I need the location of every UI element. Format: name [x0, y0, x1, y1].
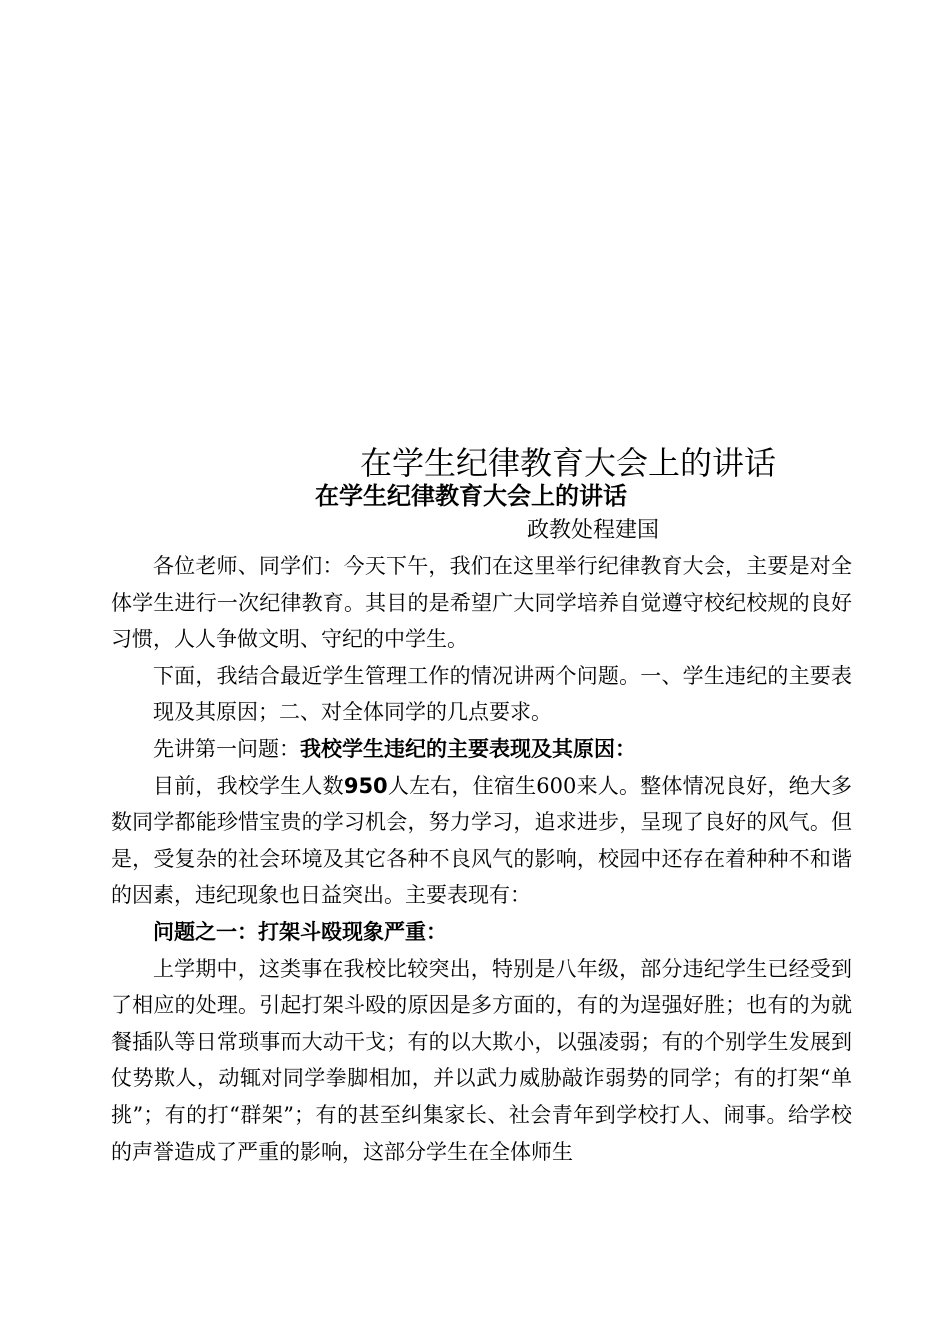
document-title: 在学生纪律教育大会上的讲话	[360, 444, 777, 482]
situation-text-b: 人左右，住宿生600来人。整体情况良好，绝大多数同学都能珍惜宝贵的学习机会，努力学习，追求进步，呈现了良好的风气。但是，受复杂的社会环境及其它各种不良风气的影响，校园中还存在着种种不和谐的因素，违纪现象也日益突出。主要表现有：	[111, 773, 852, 908]
first-topic-lead: 先讲第一问题：	[153, 736, 300, 761]
student-count: 950	[343, 773, 388, 798]
paragraph-first-topic	[111, 731, 852, 768]
document-author: 政教处程建国	[527, 518, 660, 543]
paragraph-problem-one-detail: 上学期中，这类事在我校比较突出，特别是八年级，部分违纪学生已经受到了相应的处理。引起打架斗殴的原因是多方面的，有的为逞强好胜；也有的为就餐插队等日常琐事而大动干戈；有的以大欺小，以强凌弱；有的个别学生发展到仗势欺人，动辄对同学拳脚相加，并以武力威胁敲诈弱势的同学；有的打架“单挑”；有的打“群架”；有的甚至纠集家长、社会青年到学校打人、闹事。给学校的声誉造成了严重的影响，这部分学生在全体师生	[111, 956, 852, 1164]
section-heading-problem-one: 问题之一：打架斗殴现象严重：	[153, 919, 447, 944]
situation-text-a: 目前，我校学生人数	[153, 773, 344, 798]
document-body	[111, 548, 852, 1170]
paragraph-outline: 下面，我结合最近学生管理工作的情况讲两个问题。一、学生违纪的主要表现及其原因；二、对全体同学的几点要求。	[153, 663, 852, 725]
first-topic-heading: 我校学生违纪的主要表现及其原因：	[300, 736, 636, 761]
paragraph-current-situation	[111, 768, 852, 914]
document-subtitle: 在学生纪律教育大会上的讲话	[315, 482, 627, 510]
paragraph-greeting: 各位老师、同学们：今天下午，我们在这里举行纪律教育大会，主要是对全体学生进行一次纪律教育。其目的是希望广大同学培养自觉遵守校纪校规的良好习惯，人人争做文明、守纪的中学生。	[111, 554, 852, 652]
